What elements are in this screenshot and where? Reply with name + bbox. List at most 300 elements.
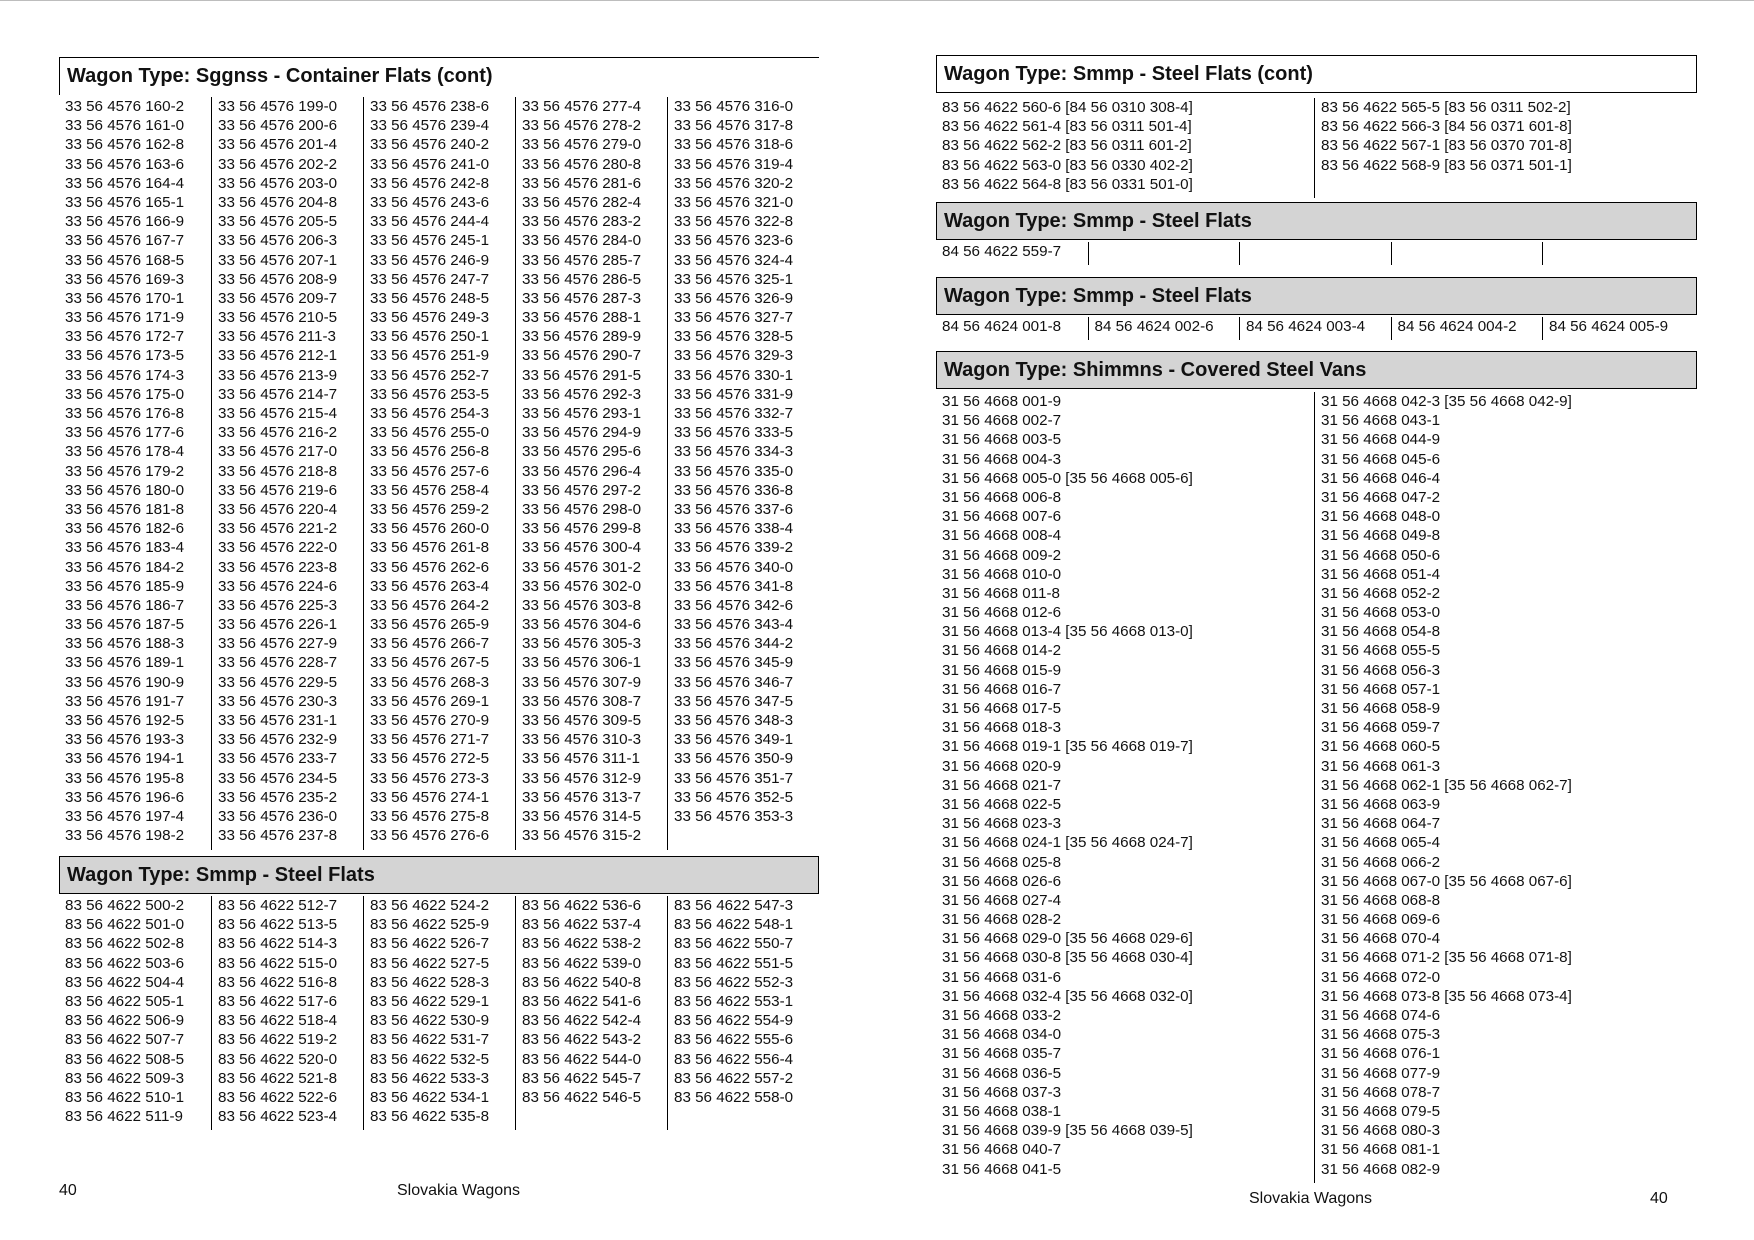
wagon-number: 33 56 4576 235-2 [218,788,338,806]
wagon-number: 33 56 4576 220-4 [218,500,338,518]
wagon-number: 33 56 4576 303-8 [522,596,642,614]
number-column [1314,98,1692,198]
wagon-number: 31 56 4668 068-8 [1321,891,1441,909]
wagon-number: 31 56 4668 016-7 [942,680,1062,698]
wagon-number: 31 56 4668 047-2 [1321,488,1441,506]
wagon-number: 33 56 4576 240-2 [370,136,490,154]
wagon-number: 33 56 4576 348-3 [674,712,794,729]
wagon-number: 33 56 4576 161-0 [65,117,185,135]
wagon-number: 31 56 4668 013-4 [35 56 4668 013-0] [942,623,1193,641]
wagon-number: 33 56 4576 268-3 [370,673,490,691]
wagon-number: 33 56 4576 269-1 [370,692,490,710]
wagon-number: 33 56 4576 319-4 [674,155,794,173]
wagon-number: 31 56 4668 074-6 [1321,1007,1441,1024]
wagon-number: 84 56 4624 003-4 [1246,318,1366,335]
wagon-number: 33 56 4576 222-0 [218,539,338,557]
wagon-number: 33 56 4576 211-3 [218,328,336,346]
number-column [1314,392,1692,1183]
wagon-number: 31 56 4668 031-6 [942,968,1062,986]
wagon-number: 33 56 4576 261-8 [370,539,490,557]
section-header: Wagon Type: Shimmns - Covered Steel Vans [936,351,1697,389]
wagon-number: 33 56 4576 208-9 [218,270,338,288]
wagon-number: 31 56 4668 045-6 [1321,450,1441,468]
wagon-number: 33 56 4576 297-2 [522,481,642,499]
wagon-number: 83 56 4622 550-7 [674,935,794,953]
wagon-number: 33 56 4576 196-6 [65,788,185,806]
wagon-number: 83 56 4622 526-7 [370,935,490,953]
wagon-number: 83 56 4622 540-8 [522,973,642,991]
wagon-number: 33 56 4576 170-1 [65,289,185,307]
wagon-number: 33 56 4576 302-0 [522,577,642,595]
wagon-number: 83 56 4622 509-3 [65,1069,185,1087]
wagon-number: 83 56 4622 535-8 [370,1108,490,1126]
wagon-number: 33 56 4576 247-7 [370,270,490,288]
wagon-number: 33 56 4576 166-9 [65,213,185,231]
wagon-number: 83 56 4622 566-3 [84 56 0371 601-8] [1321,118,1572,136]
wagon-number: 33 56 4576 163-6 [65,155,185,173]
wagon-number: 33 56 4576 206-3 [218,232,338,250]
wagon-number: 83 56 4622 502-8 [65,935,185,953]
wagon-number: 33 56 4576 262-6 [370,558,490,576]
wagon-number: 33 56 4576 168-5 [65,251,185,269]
wagon-number: 84 56 4624 005-9 [1549,318,1669,335]
wagon-number: 33 56 4576 296-4 [522,462,642,480]
wagon-number: 31 56 4668 050-6 [1321,546,1441,564]
number-column [515,896,667,1130]
wagon-number: 33 56 4576 342-6 [674,596,794,614]
wagon-number: 83 56 4622 522-6 [218,1088,338,1106]
wagon-number: 33 56 4576 307-9 [522,673,642,691]
wagon-number: 83 56 4622 501-0 [65,916,185,934]
wagon-number: 83 56 4622 563-0 [83 56 0330 402-2] [942,156,1193,174]
wagon-number: 33 56 4576 204-8 [218,193,338,211]
wagon-number: 33 56 4576 321-0 [674,193,794,211]
wagon-number: 33 56 4576 214-7 [218,385,338,403]
wagon-number: 33 56 4576 276-6 [370,827,490,845]
wagon-number: 83 56 4622 518-4 [218,1012,338,1030]
number-column [1088,317,1240,340]
wagon-number: 33 56 4576 263-4 [370,577,490,595]
wagon-number: 33 56 4576 293-1 [522,405,642,422]
wagon-number: 33 56 4576 188-3 [65,635,185,653]
wagon-number: 83 56 4622 558-0 [674,1088,794,1106]
wagon-number: 33 56 4576 326-9 [674,289,794,307]
wagon-number: 31 56 4668 032-4 [35 56 4668 032-0] [942,987,1193,1005]
wagon-number: 31 56 4668 052-2 [1321,584,1441,602]
wagon-number: 33 56 4576 245-1 [370,232,490,250]
wagon-number: 33 56 4576 197-4 [65,807,185,825]
wagon-number: 33 56 4576 350-9 [674,750,794,768]
wagon-number: 83 56 4622 553-1 [674,992,794,1010]
wagon-number: 31 56 4668 017-5 [942,700,1062,717]
wagon-number: 83 56 4622 568-9 [83 56 0371 501-1] [1321,156,1572,174]
wagon-number: 83 56 4622 542-4 [522,1012,642,1030]
wagon-number: 83 56 4622 525-9 [370,916,490,934]
number-column [936,242,1088,265]
wagon-number-columns [59,97,819,850]
wagon-number: 33 56 4576 315-2 [522,827,642,845]
wagon-number: 31 56 4668 046-4 [1321,469,1441,487]
wagon-number: 33 56 4576 320-2 [674,174,794,192]
wagon-number: 33 56 4576 345-9 [674,654,794,672]
wagon-number: 31 56 4668 034-0 [942,1026,1062,1044]
wagon-number: 83 56 4622 520-0 [218,1050,338,1068]
wagon-number: 31 56 4668 066-2 [1321,853,1441,871]
wagon-number: 33 56 4576 291-5 [522,366,642,384]
wagon-number: 31 56 4668 065-4 [1321,834,1441,852]
wagon-number: 33 56 4576 241-0 [370,155,490,173]
wagon-number: 33 56 4576 216-2 [218,424,338,442]
wagon-number: 31 56 4668 008-4 [942,527,1062,545]
wagon-number-columns [936,242,1694,265]
wagon-number: 31 56 4668 053-0 [1321,604,1441,622]
wagon-number: 33 56 4576 314-5 [522,807,642,825]
wagon-number: 33 56 4576 309-5 [522,712,642,729]
wagon-number: 83 56 4622 543-2 [522,1031,642,1049]
wagon-number: 31 56 4668 039-9 [35 56 4668 039-5] [942,1122,1193,1140]
wagon-number: 84 56 4624 001-8 [942,318,1062,335]
wagon-number: 33 56 4576 295-6 [522,443,642,461]
wagon-number: 31 56 4668 051-4 [1321,565,1441,583]
wagon-number: 33 56 4576 325-1 [674,270,794,288]
wagon-number: 33 56 4576 199-0 [218,98,338,115]
wagon-number: 83 56 4622 551-5 [674,954,794,972]
wagon-number: 31 56 4668 056-3 [1321,661,1441,679]
wagon-number: 33 56 4576 289-9 [522,328,642,346]
wagon-number: 33 56 4576 201-4 [218,136,338,154]
wagon-number: 31 56 4668 069-6 [1321,911,1441,929]
wagon-number: 33 56 4576 230-3 [218,692,338,710]
wagon-number: 31 56 4668 073-8 [35 56 4668 073-4] [1321,987,1572,1005]
wagon-number: 33 56 4576 224-6 [218,577,338,595]
wagon-number: 84 56 4624 004-2 [1397,318,1517,335]
wagon-number: 83 56 4622 531-7 [370,1031,490,1049]
wagon-number: 31 56 4668 005-0 [35 56 4668 005-6] [942,469,1193,487]
wagon-number: 31 56 4668 063-9 [1321,795,1441,813]
wagon-number: 31 56 4668 024-1 [35 56 4668 024-7] [942,834,1193,852]
wagon-number: 33 56 4576 266-7 [370,635,490,653]
wagon-number: 31 56 4668 035-7 [942,1045,1062,1063]
wagon-number: 33 56 4576 344-2 [674,635,794,653]
wagon-number: 83 56 4622 536-6 [522,897,642,914]
wagon-number: 33 56 4576 243-6 [370,193,490,211]
wagon-number: 33 56 4576 300-4 [522,539,642,557]
section-header: Wagon Type: Smmp - Steel Flats [59,856,819,894]
wagon-number: 33 56 4576 346-7 [674,673,794,691]
wagon-number: 83 56 4622 534-1 [370,1088,490,1106]
wagon-number: 31 56 4668 012-6 [942,604,1062,622]
wagon-number: 33 56 4576 238-6 [370,98,490,115]
wagon-number: 33 56 4576 257-6 [370,462,490,480]
wagon-number: 33 56 4576 251-9 [370,347,490,365]
wagon-number: 33 56 4576 164-4 [65,174,185,192]
number-column [667,97,819,850]
wagon-number: 33 56 4576 265-9 [370,616,490,634]
wagon-number: 83 56 4622 507-7 [65,1031,185,1049]
wagon-number: 33 56 4576 191-7 [65,692,185,710]
wagon-number: 31 56 4668 058-9 [1321,700,1441,717]
wagon-number: 31 56 4668 041-5 [942,1160,1062,1178]
wagon-number: 33 56 4576 313-7 [522,788,642,806]
wagon-number: 83 56 4622 506-9 [65,1012,185,1030]
wagon-number: 31 56 4668 079-5 [1321,1102,1441,1120]
wagon-number: 31 56 4668 015-9 [942,661,1062,679]
wagon-number: 31 56 4668 077-9 [1321,1064,1441,1082]
top-rule [0,0,1754,1]
wagon-number: 83 56 4622 514-3 [218,935,338,953]
number-column [59,896,211,1130]
wagon-number: 33 56 4576 237-8 [218,827,338,845]
wagon-number: 33 56 4576 244-4 [370,213,490,231]
wagon-number: 83 56 4622 512-7 [218,897,338,914]
wagon-number: 33 56 4576 352-5 [674,788,794,806]
wagon-number: 33 56 4576 180-0 [65,481,185,499]
wagon-number: 33 56 4576 318-6 [674,136,794,154]
wagon-number: 31 56 4668 040-7 [942,1141,1062,1159]
wagon-number: 33 56 4576 312-9 [522,769,642,787]
wagon-number: 33 56 4576 284-0 [522,232,642,250]
wagon-number: 33 56 4576 175-0 [65,385,185,403]
number-column [936,317,1088,340]
wagon-number: 33 56 4576 329-3 [674,347,794,365]
wagon-number: 33 56 4576 187-5 [65,616,185,634]
wagon-number: 31 56 4668 027-4 [942,891,1062,909]
wagon-number: 33 56 4576 267-5 [370,654,490,672]
wagon-number: 31 56 4668 009-2 [942,546,1062,564]
wagon-number: 33 56 4576 340-0 [674,558,794,576]
wagon-number: 33 56 4576 226-1 [218,616,338,634]
page-number: 40 [59,1182,77,1199]
wagon-number: 33 56 4576 259-2 [370,500,490,518]
wagon-number: 31 56 4668 025-8 [942,853,1062,871]
wagon-number: 83 56 4622 524-2 [370,897,490,914]
section-header: Wagon Type: Smmp - Steel Flats [936,277,1697,315]
wagon-number: 33 56 4576 215-4 [218,405,338,422]
wagon-number: 33 56 4576 223-8 [218,558,338,576]
wagon-number: 33 56 4576 167-7 [65,232,185,250]
wagon-number: 83 56 4622 541-6 [522,992,642,1010]
wagon-number: 33 56 4576 337-6 [674,500,794,518]
wagon-number: 33 56 4576 182-6 [65,520,185,538]
wagon-number: 33 56 4576 283-2 [522,213,642,231]
wagon-number: 33 56 4576 233-7 [218,750,338,768]
wagon-number: 33 56 4576 339-2 [674,539,794,557]
wagon-number: 33 56 4576 207-1 [218,251,338,269]
wagon-number: 83 56 4622 508-5 [65,1050,185,1068]
number-column [1239,317,1391,340]
wagon-number: 33 56 4576 304-6 [522,616,642,634]
wagon-number: 83 56 4622 523-4 [218,1108,338,1126]
wagon-number: 33 56 4576 338-4 [674,520,794,538]
wagon-number: 33 56 4576 311-1 [522,750,640,768]
wagon-number: 33 56 4576 305-3 [522,635,642,653]
wagon-number: 33 56 4576 193-3 [65,731,185,749]
wagon-number: 31 56 4668 002-7 [942,412,1062,430]
wagon-number: 31 56 4668 030-8 [35 56 4668 030-4] [942,949,1193,967]
wagon-number: 33 56 4576 317-8 [674,117,794,135]
section-header: Wagon Type: Smmp - Steel Flats [936,202,1697,240]
number-column [363,896,515,1130]
wagon-number: 83 56 4622 511-9 [65,1108,183,1126]
wagon-number: 33 56 4576 229-5 [218,673,338,691]
wagon-number: 33 56 4576 248-5 [370,289,490,307]
wagon-number: 33 56 4576 192-5 [65,712,185,729]
wagon-number: 31 56 4668 049-8 [1321,527,1441,545]
wagon-number: 31 56 4668 060-5 [1321,738,1441,756]
wagon-number: 33 56 4576 332-7 [674,405,794,422]
wagon-number: 33 56 4576 273-3 [370,769,490,787]
wagon-number: 33 56 4576 162-8 [65,136,185,154]
wagon-number: 33 56 4576 242-8 [370,174,490,192]
wagon-number: 83 56 4622 554-9 [674,1012,794,1030]
wagon-number: 31 56 4668 004-3 [942,450,1062,468]
wagon-number: 33 56 4576 217-0 [218,443,338,461]
wagon-number: 31 56 4668 010-0 [942,565,1062,583]
wagon-number: 33 56 4576 160-2 [65,98,185,115]
wagon-number: 33 56 4576 292-3 [522,385,642,403]
wagon-number: 33 56 4576 213-9 [218,366,338,384]
wagon-number: 33 56 4576 176-8 [65,405,185,422]
wagon-number: 83 56 4622 516-8 [218,973,338,991]
number-column [667,896,819,1130]
wagon-number: 33 56 4576 165-1 [65,193,185,211]
wagon-number: 33 56 4576 270-9 [370,712,490,729]
wagon-number: 33 56 4576 308-7 [522,692,642,710]
wagon-number: 33 56 4576 335-0 [674,462,794,480]
wagon-number: 33 56 4576 324-4 [674,251,794,269]
wagon-number: 33 56 4576 183-4 [65,539,185,557]
wagon-number: 33 56 4576 279-0 [522,136,642,154]
wagon-number: 83 56 4622 528-3 [370,973,490,991]
wagon-number: 31 56 4668 021-7 [942,776,1062,794]
wagon-number: 33 56 4576 254-3 [370,405,490,422]
wagon-number: 83 56 4622 527-5 [370,954,490,972]
wagon-number: 31 56 4668 054-8 [1321,623,1441,641]
wagon-number: 33 56 4576 341-8 [674,577,794,595]
wagon-number: 33 56 4576 232-9 [218,731,338,749]
wagon-number: 33 56 4576 330-1 [674,366,794,384]
wagon-number: 83 56 4622 515-0 [218,954,338,972]
wagon-number: 83 56 4622 557-2 [674,1069,794,1087]
number-column [515,97,667,850]
wagon-number: 33 56 4576 177-6 [65,424,185,442]
wagon-number: 83 56 4622 539-0 [522,954,642,972]
wagon-number: 31 56 4668 067-0 [35 56 4668 067-6] [1321,872,1572,890]
wagon-number: 83 56 4622 555-6 [674,1031,794,1049]
wagon-number: 33 56 4576 343-4 [674,616,794,634]
wagon-number: 31 56 4668 038-1 [942,1102,1062,1120]
wagon-number: 33 56 4576 171-9 [65,309,185,327]
wagon-number: 31 56 4668 037-3 [942,1083,1062,1101]
wagon-number: 83 56 4622 510-1 [65,1088,185,1106]
wagon-number: 31 56 4668 011-8 [942,584,1060,602]
wagon-number: 33 56 4576 286-5 [522,270,642,288]
wagon-number: 83 56 4622 530-9 [370,1012,490,1030]
wagon-number: 83 56 4622 529-1 [370,992,490,1010]
wagon-number: 33 56 4576 169-3 [65,270,185,288]
wagon-number: 33 56 4576 282-4 [522,193,642,211]
wagon-number: 33 56 4576 271-7 [370,731,490,749]
page-number: 40 [1650,1190,1668,1207]
wagon-number: 33 56 4576 234-5 [218,769,338,787]
wagon-number: 33 56 4576 351-7 [674,769,794,787]
wagon-number: 33 56 4576 298-0 [522,500,642,518]
wagon-number: 33 56 4576 239-4 [370,117,490,135]
number-column [936,392,1314,1183]
wagon-number: 33 56 4576 272-5 [370,750,490,768]
wagon-number: 31 56 4668 020-9 [942,757,1062,775]
wagon-number: 33 56 4576 203-0 [218,174,338,192]
wagon-number: 33 56 4576 347-5 [674,692,794,710]
wagon-number: 33 56 4576 327-7 [674,309,794,327]
wagon-number: 31 56 4668 022-5 [942,795,1062,813]
wagon-number: 83 56 4622 545-7 [522,1069,642,1087]
section-header: Wagon Type: Sggnss - Container Flats (cont) [59,57,819,95]
wagon-number: 83 56 4622 552-3 [674,973,794,991]
wagon-number: 33 56 4576 194-1 [65,750,185,768]
wagon-number: 31 56 4668 028-2 [942,911,1062,929]
wagon-number: 33 56 4576 189-1 [65,654,185,672]
wagon-number: 33 56 4576 249-3 [370,309,490,327]
wagon-number: 33 56 4576 172-7 [65,328,185,346]
wagon-number: 31 56 4668 042-3 [35 56 4668 042-9] [1321,393,1572,410]
wagon-number: 33 56 4576 274-1 [370,788,490,806]
footer-title: Slovakia Wagons [1249,1190,1373,1207]
wagon-number: 33 56 4576 281-6 [522,174,642,192]
wagon-number: 31 56 4668 071-2 [35 56 4668 071-8] [1321,949,1572,967]
number-column [211,896,363,1130]
number-column [59,97,211,850]
wagon-number: 83 56 4622 537-4 [522,916,642,934]
wagon-number: 33 56 4576 353-3 [674,807,794,825]
wagon-number: 31 56 4668 003-5 [942,431,1062,449]
wagon-number: 31 56 4668 078-7 [1321,1083,1441,1101]
wagon-number: 33 56 4576 299-8 [522,520,642,538]
wagon-number: 83 56 4622 533-3 [370,1069,490,1087]
number-column [1391,317,1543,340]
wagon-number: 33 56 4576 328-5 [674,328,794,346]
wagon-number: 33 56 4576 212-1 [218,347,338,365]
wagon-number: 83 56 4622 561-4 [83 56 0311 501-4] [942,118,1192,136]
wagon-number: 83 56 4622 513-5 [218,916,338,934]
wagon-number: 83 56 4622 517-6 [218,992,338,1010]
wagon-number: 83 56 4622 503-6 [65,954,185,972]
wagon-number: 33 56 4576 349-1 [674,731,794,749]
wagon-number: 83 56 4622 556-4 [674,1050,794,1068]
wagon-number: 83 56 4622 505-1 [65,992,185,1010]
wagon-number: 33 56 4576 331-9 [674,385,794,403]
number-column [1542,317,1694,340]
wagon-number-columns [59,896,819,1130]
wagon-number: 31 56 4668 001-9 [942,393,1062,410]
wagon-number: 31 56 4668 048-0 [1321,508,1441,526]
wagon-number: 83 56 4622 547-3 [674,897,794,914]
wagon-number: 33 56 4576 288-1 [522,309,642,327]
wagon-number: 31 56 4668 075-3 [1321,1026,1441,1044]
wagon-number: 33 56 4576 252-7 [370,366,490,384]
wagon-number: 31 56 4668 070-4 [1321,930,1441,948]
wagon-number: 31 56 4668 018-3 [942,719,1062,737]
wagon-number: 33 56 4576 250-1 [370,328,490,346]
number-column [363,97,515,850]
wagon-number: 33 56 4576 202-2 [218,155,338,173]
wagon-number: 31 56 4668 061-3 [1321,757,1441,775]
number-column [1542,242,1694,265]
wagon-number: 33 56 4576 205-5 [218,213,338,231]
wagon-number: 83 56 4622 532-5 [370,1050,490,1068]
wagon-number: 33 56 4576 179-2 [65,462,185,480]
wagon-number: 33 56 4576 278-2 [522,117,642,135]
